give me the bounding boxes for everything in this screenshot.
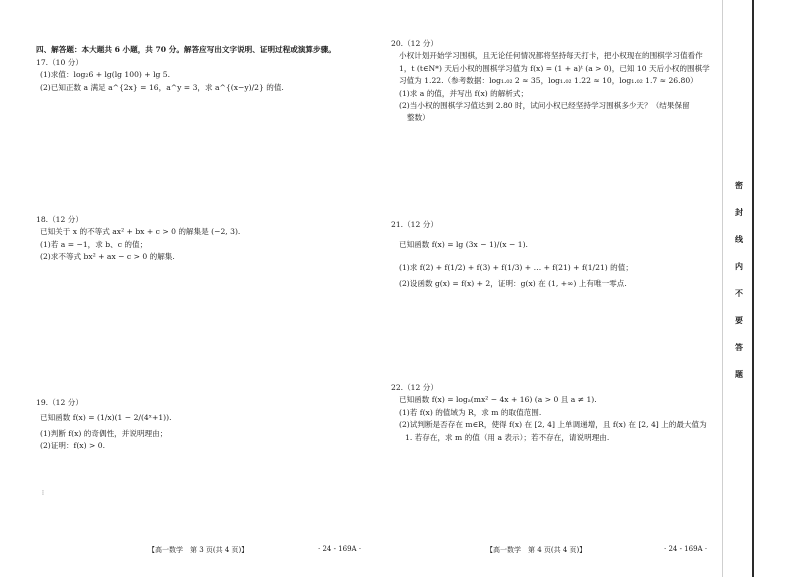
- q19-number: 19.（12 分）: [36, 398, 83, 407]
- footer-right-page: 【高一数学 第 4 页(共 4 页)】: [486, 546, 587, 554]
- binding-edge: [752, 0, 754, 577]
- seal-char: 封: [735, 207, 743, 217]
- section-header: 四、解答题：本大题共 6 小题，共 70 分。解答应写出文字说明、证明过程或演算步骤。: [36, 45, 336, 54]
- q18-stem: 已知关于 x 的不等式 ax² + bx + c > 0 的解集是 (−2, 3).: [40, 227, 241, 237]
- seal-char: 线: [735, 234, 743, 244]
- q21-number: 21.（12 分）: [391, 220, 438, 229]
- seal-char: 密: [735, 180, 743, 190]
- footer-right-code: · 24 - 169A ·: [664, 545, 708, 553]
- seal-char: 要: [735, 315, 743, 325]
- q22-part2: (2)试判断是否存在 m∈R，使得 f(x) 在 [2, 4] 上单调递增，且 f(x) 在 [2, 4] 上的最大值为: [399, 420, 707, 430]
- footer-left-code: · 24 - 169A ·: [318, 545, 362, 553]
- seal-char: 内: [735, 261, 743, 271]
- seal-char: 答: [735, 342, 743, 352]
- q21-part2: (2)设函数 g(x) = f(x) + 2，证明：g(x) 在 (1, +∞) 上有唯一零点.: [399, 279, 627, 289]
- q20-part2: (2)当小权的围棋学习值达到 2.80 时，试问小权已经坚持学习围棋多少天？（结果保留: [399, 101, 690, 111]
- q17-part2: (2)已知正数 a 满足 a^{2x} = 16，a^y = 3，求 a^{(x−y)/2} 的值.: [40, 82, 284, 92]
- footer-left-page: 【高一数学 第 3 页(共 4 页)】: [148, 546, 249, 554]
- margin-rule: [722, 0, 723, 577]
- q17-number: 17.（10 分）: [36, 58, 83, 67]
- q20-line2: 1，t (t∈N*) 天后小权的围棋学习值为 f(x) = (1 + a)ᵗ (a > 0)，已知 10 天后小权的围棋学: [399, 63, 710, 73]
- q19-part2: (2)证明：f(x) > 0.: [40, 441, 105, 451]
- question-19: [36, 397, 172, 453]
- q22-part2-cont: 1. 若存在，求 m 的值（用 a 表示）；若不存在，请说明理由.: [405, 432, 610, 442]
- seal-char: 题: [735, 369, 743, 379]
- question-18: [36, 214, 240, 264]
- q17-part1: (1)求值：log₂6 + lg(lg 100) + lg 5.: [40, 70, 171, 80]
- q21-part1: (1)求 f(2) + f(1/2) + f(3) + f(1/3) + … + f(21) + f(1/21) 的值；: [399, 262, 633, 272]
- question-22: [391, 382, 707, 444]
- q22-part1: (1)若 f(x) 的值域为 R，求 m 的取值范围.: [399, 407, 542, 417]
- q20-line3: 习值为 1.22.（参考数据：log₁.₀₂ 2 ≈ 35，log₁.₀₂ 1.22 ≈ 10，log₁.₀₂ 1.7 ≈ 26.80）: [399, 76, 698, 86]
- q19-part1: (1)判断 f(x) 的奇偶性，并说明理由；: [40, 428, 168, 438]
- q20-line1: 小权计划开始学习围棋，且无论任何情况都将坚持每天打卡，把小权现在的围棋学习值看作: [399, 51, 703, 61]
- q19-stem: 已知函数 f(x) = (1/x)(1 − 2/(4ˣ+1)).: [40, 413, 172, 423]
- q20-number: 20.（12 分）: [391, 39, 438, 48]
- q18-part1: (1)若 a = −1，求 b、c 的值；: [40, 239, 148, 249]
- seal-line-notice: [733, 180, 745, 396]
- q18-part2: (2)求不等式 bx² + ax − c > 0 的解集.: [40, 252, 175, 262]
- question-17: [36, 57, 284, 94]
- q18-number: 18.（12 分）: [36, 215, 83, 224]
- question-21: [391, 219, 633, 291]
- stray-mark: ⁞: [42, 489, 44, 497]
- q20-part1: (1)求 a 的值，并写出 f(x) 的解析式；: [399, 88, 529, 98]
- question-20: [391, 38, 710, 125]
- q20-part2-cont: 整数）: [407, 113, 430, 123]
- q21-stem: 已知函数 f(x) = lg (3x − 1)/(x − 1).: [399, 240, 528, 250]
- q22-stem: 已知函数 f(x) = logₐ(mx² − 4x + 16) (a > 0 且 a ≠ 1).: [399, 395, 597, 405]
- q22-number: 22.（12 分）: [391, 383, 438, 392]
- seal-char: 不: [735, 288, 743, 298]
